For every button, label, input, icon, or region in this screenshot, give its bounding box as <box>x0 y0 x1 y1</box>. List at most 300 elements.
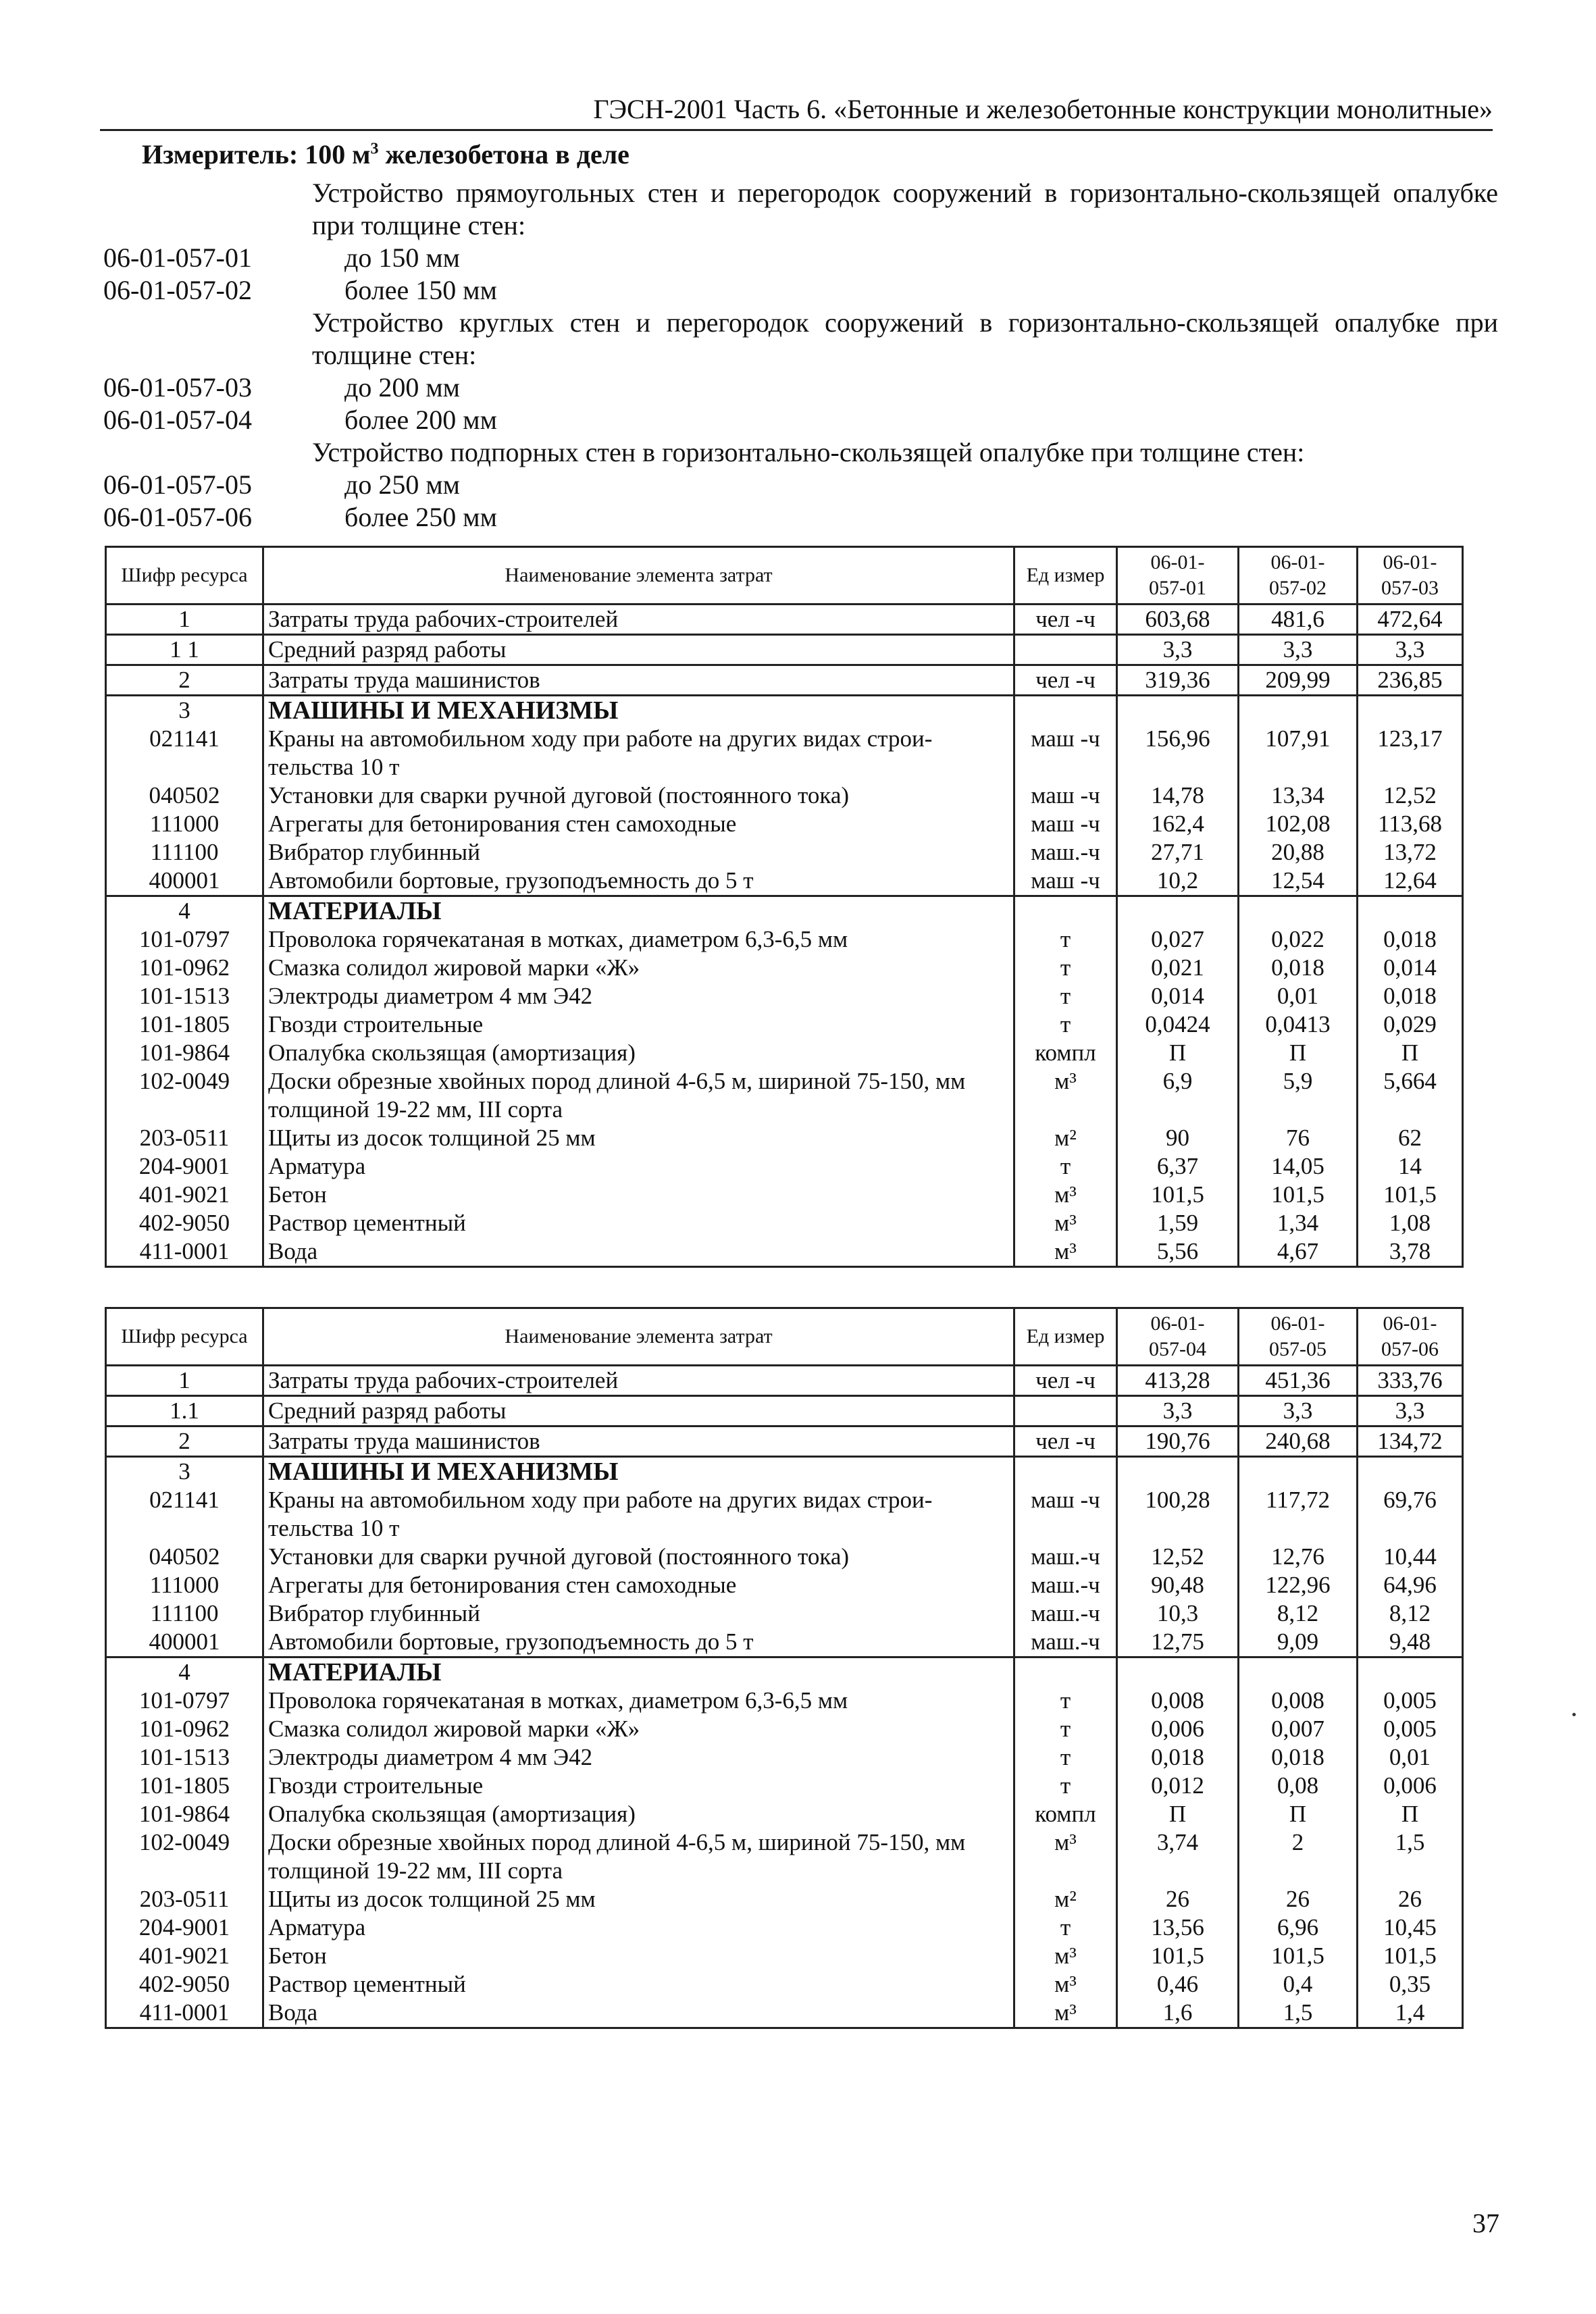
norm-value: 0,027 <box>1117 925 1239 954</box>
resource-name: Автомобили бортовые, грузоподъемность до 5 т <box>263 1628 1014 1657</box>
resource-unit: чел -ч <box>1014 605 1117 635</box>
resource-unit: маш -ч <box>1014 1486 1117 1543</box>
resource-unit: т <box>1014 1152 1117 1181</box>
norm-value: 101,5 <box>1358 1181 1463 1209</box>
col-header-norm: 06-01- 057-01 <box>1117 547 1239 605</box>
resource-code: 203-0511 <box>106 1885 263 1913</box>
norm-value: 10,44 <box>1358 1543 1463 1571</box>
norm-value: 101,5 <box>1117 1942 1239 1970</box>
resource-code: 411-0001 <box>106 1999 263 2028</box>
table-row <box>106 1039 1463 1067</box>
table-row <box>106 1743 1463 1772</box>
norm-value: 12,76 <box>1239 1543 1358 1571</box>
norm-value: 6,96 <box>1239 1913 1358 1942</box>
norm-value: 0,018 <box>1358 925 1463 954</box>
norm-item <box>100 404 1498 436</box>
norm-value: 107,91 <box>1239 725 1358 781</box>
norm-value: П <box>1117 1039 1239 1067</box>
norm-value: 13,72 <box>1358 838 1463 867</box>
resource-name: Доски обрезные хвойных пород длиной 4-6,5 м, шириной 75-150, мм толщиной 19-22 мм, III сорта <box>263 1828 1014 1885</box>
norm-value: 5,664 <box>1358 1067 1463 1124</box>
resource-name: Бетон <box>263 1181 1014 1209</box>
resource-unit: маш -ч <box>1014 781 1117 810</box>
table-row <box>106 954 1463 982</box>
resource-name: Установки для сварки ручной дуговой (постоянного тока) <box>263 781 1014 810</box>
table-row <box>106 1152 1463 1181</box>
norm-value <box>1358 696 1463 725</box>
table-row <box>106 1800 1463 1828</box>
table-row <box>106 665 1463 696</box>
norm-text: до 250 мм <box>344 469 460 500</box>
table-row <box>106 1486 1463 1543</box>
resource-name: Бетон <box>263 1942 1014 1970</box>
resource-name: Затраты труда машинистов <box>263 665 1014 696</box>
resource-name: Затраты труда машинистов <box>263 1426 1014 1457</box>
resource-code: 402-9050 <box>106 1970 263 1999</box>
col-header-code: Шифр ресурса <box>106 1308 263 1366</box>
resource-unit <box>1014 896 1117 926</box>
resource-name: МАШИНЫ И МЕХАНИЗМЫ <box>263 1457 1014 1487</box>
norm-value: 156,96 <box>1117 725 1239 781</box>
resource-code: 101-0797 <box>106 1687 263 1715</box>
resource-unit: маш -ч <box>1014 725 1117 781</box>
norm-value: 101,5 <box>1358 1942 1463 1970</box>
norm-item <box>100 469 1498 501</box>
norm-value: 0,005 <box>1358 1715 1463 1743</box>
resource-name: Затраты труда рабочих-строителей <box>263 1366 1014 1396</box>
resource-code: 4 <box>106 896 263 926</box>
norm-group-2 <box>100 307 1498 436</box>
col-header-norm: 06-01- 057-06 <box>1358 1308 1463 1366</box>
table-row <box>106 982 1463 1010</box>
norm-value: 0,01 <box>1239 982 1358 1010</box>
table-row <box>106 1999 1463 2028</box>
resource-unit: т <box>1014 1772 1117 1800</box>
norm-value: 0,018 <box>1117 1743 1239 1772</box>
table-row <box>106 1687 1463 1715</box>
scan-speck <box>1572 1713 1576 1716</box>
table-row <box>106 1067 1463 1124</box>
resource-name: Электроды диаметром 4 мм Э42 <box>263 1743 1014 1772</box>
resource-unit: т <box>1014 1715 1117 1743</box>
resource-unit: м³ <box>1014 1181 1117 1209</box>
resource-unit: маш.-ч <box>1014 1628 1117 1657</box>
norm-value: 0,08 <box>1239 1772 1358 1800</box>
norm-value: 8,12 <box>1358 1599 1463 1628</box>
page-number: 37 <box>1472 2208 1499 2238</box>
table-row <box>106 867 1463 896</box>
resource-unit: т <box>1014 1010 1117 1039</box>
norm-value: 12,75 <box>1117 1628 1239 1657</box>
group-description: Устройство круглых стен и перегородок сооружений в горизонтально-скользящей опалубке при толщине стен: <box>312 307 1498 370</box>
norm-value: 0,005 <box>1358 1687 1463 1715</box>
norm-group-3 <box>100 436 1498 534</box>
resource-unit: м³ <box>1014 1209 1117 1237</box>
resource-code: 400001 <box>106 1628 263 1657</box>
norm-value: 14 <box>1358 1152 1463 1181</box>
resource-code: 102-0049 <box>106 1828 263 1885</box>
resource-code: 101-1805 <box>106 1772 263 1800</box>
norm-value: 12,64 <box>1358 867 1463 896</box>
norm-list <box>100 177 1498 534</box>
norm-value: 3,3 <box>1358 1396 1463 1426</box>
norm-value: 10,3 <box>1117 1599 1239 1628</box>
resource-unit: т <box>1014 1743 1117 1772</box>
table-row <box>106 1209 1463 1237</box>
resource-name: Гвозди строительные <box>263 1772 1014 1800</box>
table-row <box>106 1599 1463 1628</box>
resource-name: Краны на автомобильном ходу при работе на других видах строи- тельства 10 т <box>263 725 1014 781</box>
norm-value: 20,88 <box>1239 838 1358 867</box>
norm-value: 451,36 <box>1239 1366 1358 1396</box>
resource-code: 111100 <box>106 1599 263 1628</box>
resource-unit <box>1014 1657 1117 1687</box>
table-row <box>106 925 1463 954</box>
resource-unit: м² <box>1014 1885 1117 1913</box>
resource-unit <box>1014 1396 1117 1426</box>
norm-value: 413,28 <box>1117 1366 1239 1396</box>
norm-text: до 150 мм <box>344 242 460 273</box>
norm-value: 9,09 <box>1239 1628 1358 1657</box>
resource-name: Проволока горячекатаная в мотках, диаметром 6,3-6,5 мм <box>263 1687 1014 1715</box>
norm-value: 9,48 <box>1358 1628 1463 1657</box>
norm-text: более 250 мм <box>344 502 497 532</box>
resource-name: Вода <box>263 1999 1014 2028</box>
resource-code: 1 <box>106 1366 263 1396</box>
norm-value: П <box>1239 1800 1358 1828</box>
resource-code: 411-0001 <box>106 1237 263 1267</box>
norm-value: 3,3 <box>1117 635 1239 665</box>
col-header-norm: 06-01- 057-03 <box>1358 547 1463 605</box>
norm-value: 13,34 <box>1239 781 1358 810</box>
table-row <box>106 725 1463 781</box>
norm-value: 26 <box>1358 1885 1463 1913</box>
resource-unit: маш.-ч <box>1014 1543 1117 1571</box>
norm-value <box>1239 1457 1358 1487</box>
norm-value: 10,45 <box>1358 1913 1463 1942</box>
norm-value: 0,006 <box>1358 1772 1463 1800</box>
norm-value <box>1117 1657 1239 1687</box>
table-row <box>106 1657 1463 1687</box>
resource-code: 401-9021 <box>106 1181 263 1209</box>
resource-unit: маш -ч <box>1014 867 1117 896</box>
resource-code: 111000 <box>106 1571 263 1599</box>
norm-value: 0,008 <box>1117 1687 1239 1715</box>
norm-value <box>1117 1457 1239 1487</box>
norm-value: 0,022 <box>1239 925 1358 954</box>
norm-value: 0,006 <box>1117 1715 1239 1743</box>
resource-name: Щиты из досок толщиной 25 мм <box>263 1124 1014 1152</box>
norm-value <box>1358 1457 1463 1487</box>
resource-code: 3 <box>106 1457 263 1487</box>
table-row <box>106 1885 1463 1913</box>
table-row <box>106 1942 1463 1970</box>
table-row <box>106 1426 1463 1457</box>
measure-label: Измеритель: <box>142 139 299 170</box>
norm-value: 102,08 <box>1239 810 1358 838</box>
resource-code: 101-9864 <box>106 1800 263 1828</box>
col-header-unit: Ед измер <box>1014 547 1117 605</box>
resource-unit: м³ <box>1014 1970 1117 1999</box>
norm-value: 0,4 <box>1239 1970 1358 1999</box>
norm-value: 603,68 <box>1117 605 1239 635</box>
norm-value: 190,76 <box>1117 1426 1239 1457</box>
norm-value: 0,008 <box>1239 1687 1358 1715</box>
resource-code: 1 <box>106 605 263 635</box>
resource-code: 401-9021 <box>106 1942 263 1970</box>
measure-line <box>142 138 629 170</box>
norm-value: 0,0424 <box>1117 1010 1239 1039</box>
resource-unit: м² <box>1014 1124 1117 1152</box>
norm-value: 1,08 <box>1358 1209 1463 1237</box>
resource-unit: чел -ч <box>1014 665 1117 696</box>
table-row <box>106 1010 1463 1039</box>
norm-value <box>1239 1657 1358 1687</box>
norm-value: 0,007 <box>1239 1715 1358 1743</box>
norm-value: 1,59 <box>1117 1209 1239 1237</box>
norm-value: 236,85 <box>1358 665 1463 696</box>
norm-value: 4,67 <box>1239 1237 1358 1267</box>
resource-table-2 <box>105 1307 1464 2029</box>
resource-name: Затраты труда рабочих-строителей <box>263 605 1014 635</box>
resource-name: Смазка солидол жировой марки «Ж» <box>263 954 1014 982</box>
norm-value: 101,5 <box>1117 1181 1239 1209</box>
resource-name: Раствор цементный <box>263 1970 1014 1999</box>
resource-name: Гвозди строительные <box>263 1010 1014 1039</box>
col-header-norm: 06-01- 057-04 <box>1117 1308 1239 1366</box>
resource-unit: компл <box>1014 1039 1117 1067</box>
norm-code: 06-01-057-02 <box>103 275 252 305</box>
resource-code: 2 <box>106 1426 263 1457</box>
resource-unit <box>1014 1457 1117 1487</box>
resource-name: Опалубка скользящая (амортизация) <box>263 1800 1014 1828</box>
norm-value <box>1239 696 1358 725</box>
norm-value: 6,37 <box>1117 1152 1239 1181</box>
norm-value: 3,3 <box>1117 1396 1239 1426</box>
norm-value: 240,68 <box>1239 1426 1358 1457</box>
resource-name: Вода <box>263 1237 1014 1267</box>
norm-value <box>1239 896 1358 926</box>
col-header-norm: 06-01- 057-05 <box>1239 1308 1358 1366</box>
table-row <box>106 1396 1463 1426</box>
norm-value: 10,2 <box>1117 867 1239 896</box>
table-row <box>106 1237 1463 1267</box>
resource-code: 101-9864 <box>106 1039 263 1067</box>
running-header: ГЭСН-2001 Часть 6. «Бетонные и железобетонные конструкции монолитные» <box>100 93 1493 131</box>
resource-code: 3 <box>106 696 263 725</box>
norm-value: 319,36 <box>1117 665 1239 696</box>
group-description: Устройство подпорных стен в горизонтально-скользящей опалубке при толщине стен: <box>312 437 1305 467</box>
resource-name: Установки для сварки ручной дуговой (постоянного тока) <box>263 1543 1014 1571</box>
norm-value: П <box>1117 1800 1239 1828</box>
norm-value: 113,68 <box>1358 810 1463 838</box>
resource-name: Щиты из досок толщиной 25 мм <box>263 1885 1014 1913</box>
resource-name: МАШИНЫ И МЕХАНИЗМЫ <box>263 696 1014 725</box>
resource-name: Опалубка скользящая (амортизация) <box>263 1039 1014 1067</box>
norm-code: 06-01-057-03 <box>103 372 252 403</box>
resource-unit: т <box>1014 1913 1117 1942</box>
table-row <box>106 1571 1463 1599</box>
norm-value: 0,012 <box>1117 1772 1239 1800</box>
norm-value: 5,9 <box>1239 1067 1358 1124</box>
norm-value: 0,029 <box>1358 1010 1463 1039</box>
norm-value: 0,014 <box>1358 954 1463 982</box>
resource-code: 400001 <box>106 867 263 896</box>
norm-value: 162,4 <box>1117 810 1239 838</box>
resource-unit: м³ <box>1014 1237 1117 1267</box>
norm-value: 26 <box>1239 1885 1358 1913</box>
resource-code: 101-0962 <box>106 954 263 982</box>
resource-code: 4 <box>106 1657 263 1687</box>
col-header-name: Наименование элемента затрат <box>263 547 1014 605</box>
resource-name: Раствор цементный <box>263 1209 1014 1237</box>
norm-value: 69,76 <box>1358 1486 1463 1543</box>
table-row <box>106 1715 1463 1743</box>
norm-value: 123,17 <box>1358 725 1463 781</box>
resource-name: МАТЕРИАЛЫ <box>263 896 1014 926</box>
norm-value: 1,6 <box>1117 1999 1239 2028</box>
norm-value: 0,018 <box>1239 1743 1358 1772</box>
measure-value: 100 $м^3$ железобетона в деле <box>305 139 629 170</box>
resource-unit: м³ <box>1014 1999 1117 2028</box>
resource-code: 101-0797 <box>106 925 263 954</box>
norm-value: 62 <box>1358 1124 1463 1152</box>
norm-value <box>1117 896 1239 926</box>
table-header-row <box>106 1308 1463 1366</box>
resource-code: 111100 <box>106 838 263 867</box>
norm-item <box>100 242 1498 274</box>
resource-name: Электроды диаметром 4 мм Э42 <box>263 982 1014 1010</box>
resource-code: 111000 <box>106 810 263 838</box>
norm-value: 1,5 <box>1358 1828 1463 1885</box>
norm-code: 06-01-057-05 <box>103 469 252 500</box>
resource-name: Агрегаты для бетонирования стен самоходные <box>263 1571 1014 1599</box>
resource-name: Агрегаты для бетонирования стен самоходные <box>263 810 1014 838</box>
resource-name: Арматура <box>263 1152 1014 1181</box>
norm-value: 1,34 <box>1239 1209 1358 1237</box>
resource-unit: маш -ч <box>1014 810 1117 838</box>
resource-code: 204-9001 <box>106 1152 263 1181</box>
resource-name: Вибратор глубинный <box>263 838 1014 867</box>
resource-code: 101-1513 <box>106 1743 263 1772</box>
norm-value: 12,54 <box>1239 867 1358 896</box>
resource-unit: т <box>1014 954 1117 982</box>
norm-value: 0,46 <box>1117 1970 1239 1999</box>
norm-value: 13,56 <box>1117 1913 1239 1942</box>
resource-unit: м³ <box>1014 1067 1117 1124</box>
norm-item <box>100 274 1498 307</box>
norm-value: 3,3 <box>1239 635 1358 665</box>
table-row <box>106 838 1463 867</box>
table-row <box>106 1913 1463 1942</box>
norm-value: 0,014 <box>1117 982 1239 1010</box>
resource-code: 021141 <box>106 1486 263 1543</box>
norm-value: 0,0413 <box>1239 1010 1358 1039</box>
norm-value: 101,5 <box>1239 1181 1358 1209</box>
table-row <box>106 1772 1463 1800</box>
resource-code: 021141 <box>106 725 263 781</box>
norm-value: 64,96 <box>1358 1571 1463 1599</box>
norm-value: 134,72 <box>1358 1426 1463 1457</box>
resource-name: Средний разряд работы <box>263 635 1014 665</box>
resource-code: 040502 <box>106 781 263 810</box>
resource-code: 204-9001 <box>106 1913 263 1942</box>
norm-value: 0,018 <box>1358 982 1463 1010</box>
norm-value: 14,78 <box>1117 781 1239 810</box>
norm-code: 06-01-057-06 <box>103 502 252 532</box>
resource-code: 101-0962 <box>106 1715 263 1743</box>
resource-unit: т <box>1014 1687 1117 1715</box>
table-row <box>106 781 1463 810</box>
resource-unit: т <box>1014 925 1117 954</box>
norm-text: до 200 мм <box>344 372 460 403</box>
norm-value <box>1117 696 1239 725</box>
norm-value: 0,35 <box>1358 1970 1463 1999</box>
resource-unit: чел -ч <box>1014 1426 1117 1457</box>
resource-unit <box>1014 635 1117 665</box>
table-row <box>106 1543 1463 1571</box>
norm-value: П <box>1358 1800 1463 1828</box>
table-row <box>106 1828 1463 1885</box>
table-row <box>106 1628 1463 1657</box>
resource-name: МАТЕРИАЛЫ <box>263 1657 1014 1687</box>
resource-code: 402-9050 <box>106 1209 263 1237</box>
norm-value: 6,9 <box>1117 1067 1239 1124</box>
norm-value: 333,76 <box>1358 1366 1463 1396</box>
table-row <box>106 1124 1463 1152</box>
norm-value: 90,48 <box>1117 1571 1239 1599</box>
norm-text: более 200 мм <box>344 405 497 435</box>
norm-text: более 150 мм <box>344 275 497 305</box>
resource-table-1 <box>105 546 1464 1268</box>
norm-value: 76 <box>1239 1124 1358 1152</box>
norm-value: 8,12 <box>1239 1599 1358 1628</box>
norm-code: 06-01-057-04 <box>103 405 252 435</box>
norm-value: 0,021 <box>1117 954 1239 982</box>
norm-value: 209,99 <box>1239 665 1358 696</box>
norm-value: 0,01 <box>1358 1743 1463 1772</box>
resource-code: 101-1805 <box>106 1010 263 1039</box>
resource-unit: маш.-ч <box>1014 838 1117 867</box>
norm-value: 14,05 <box>1239 1152 1358 1181</box>
norm-value: П <box>1358 1039 1463 1067</box>
resource-code: 1.1 <box>106 1396 263 1426</box>
norm-value: 12,52 <box>1358 781 1463 810</box>
norm-value: 0,018 <box>1239 954 1358 982</box>
table-row <box>106 635 1463 665</box>
table-row <box>106 696 1463 725</box>
group-description: Устройство прямоугольных стен и перегородок сооружений в горизонтально-скользящей опалубке при толщине стен: <box>312 178 1498 240</box>
resource-name: Арматура <box>263 1913 1014 1942</box>
resource-name: Средний разряд работы <box>263 1396 1014 1426</box>
resource-name: Смазка солидол жировой марки «Ж» <box>263 1715 1014 1743</box>
col-header-norm: 06-01- 057-02 <box>1239 547 1358 605</box>
norm-value: 90 <box>1117 1124 1239 1152</box>
norm-value: 3,3 <box>1358 635 1463 665</box>
norm-group-1 <box>100 177 1498 307</box>
resource-unit: м³ <box>1014 1828 1117 1885</box>
resource-name: Доски обрезные хвойных пород длиной 4-6,5 м, шириной 75-150, мм толщиной 19-22 мм, III сорта <box>263 1067 1014 1124</box>
resource-code: 101-1513 <box>106 982 263 1010</box>
norm-item <box>100 371 1498 404</box>
table-row <box>106 1457 1463 1487</box>
resource-code: 2 <box>106 665 263 696</box>
norm-value: 122,96 <box>1239 1571 1358 1599</box>
norm-value <box>1358 1657 1463 1687</box>
resource-code: 040502 <box>106 1543 263 1571</box>
table-row <box>106 1366 1463 1396</box>
norm-value: 3,74 <box>1117 1828 1239 1885</box>
